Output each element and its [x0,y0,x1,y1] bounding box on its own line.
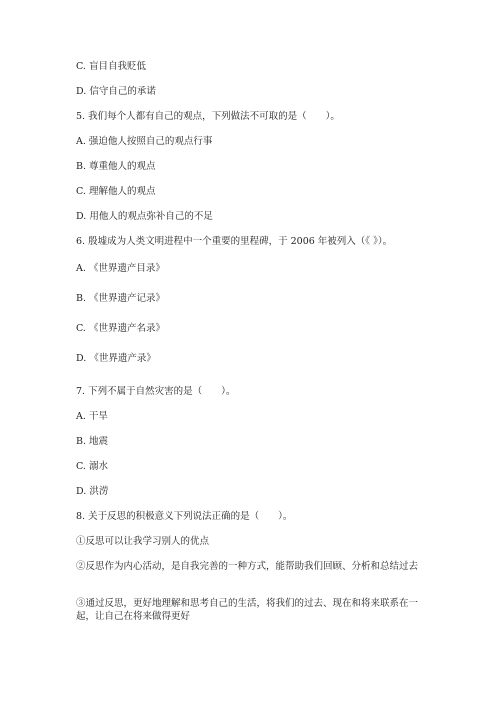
question-7: 7. 下列不属于自然灾害的是（ ）。 [76,386,236,397]
option-d-q6: D. 《世界遗产录》 [76,353,156,364]
option-c-q6: C. 《世界遗产名录》 [76,323,165,334]
option-d-q7: D. 洪涝 [76,486,109,497]
statement-2-q8: ②反思作为内心活动，是自我完善的一种方式，能帮助我们回顾、分析和总结过去 [76,561,419,572]
option-c-q5: C. 理解他人的观点 [76,186,156,197]
option-a-q6: A. 《世界遗产目录》 [76,263,165,274]
option-c-q4: C. 盲目自我贬低 [76,61,146,72]
option-a-q5: A. 强迫他人按照自己的观点行事 [76,136,213,147]
option-b-q5: B. 尊重他人的观点 [76,161,156,172]
option-d-q4: D. 信守自己的承诺 [76,86,156,97]
question-8: 8. 关于反思的积极意义下列说法正确的是（ ）。 [76,511,293,522]
option-c-q7: C. 溺水 [76,461,108,472]
option-d-q5: D. 用他人的观点弥补自己的不足 [76,211,213,222]
question-6: 6. 殷墟成为人类文明进程中一个重要的里程碑，于 2006 年被列入（《 》）。 [76,236,393,247]
option-b-q6: B. 《世界遗产记录》 [76,293,166,304]
question-5: 5. 我们每个人都有自己的观点，下列做法不可取的是（ ）。 [76,111,340,122]
statement-3-q8: ③通过反思，更好地理解和思考自己的生活，将我们的过去、现在和将来联系在一起，让自己在将来做得更好 [76,598,419,622]
option-b-q7: B. 地震 [76,436,109,447]
statement-1-q8: ①反思可以让我学习别人的优点 [76,536,210,547]
option-a-q7: A. 干旱 [76,411,108,422]
